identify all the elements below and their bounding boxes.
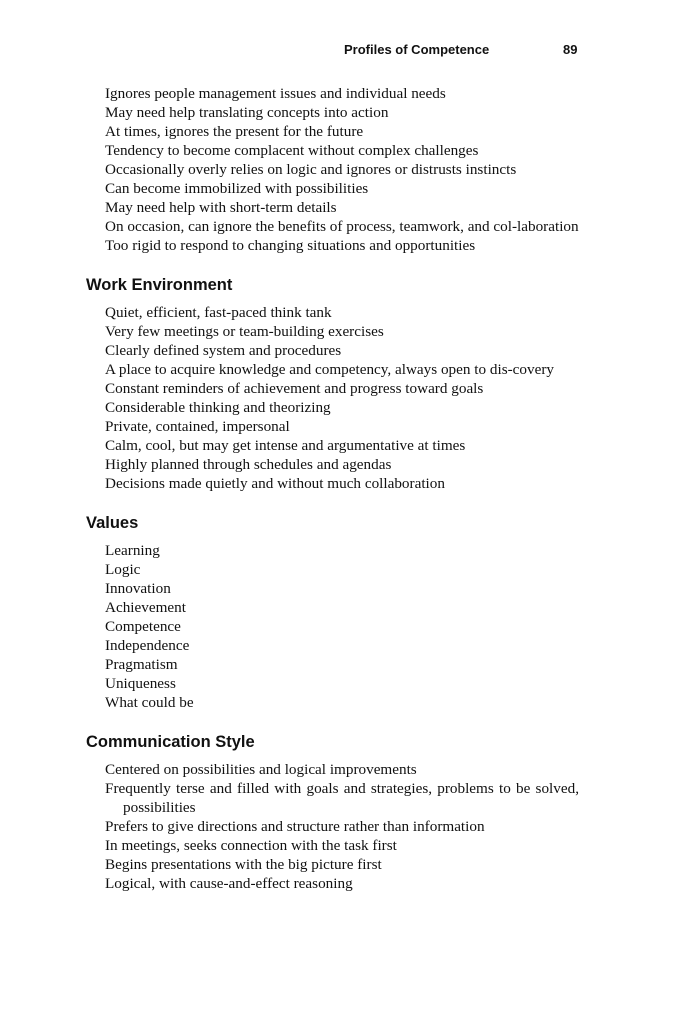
list-item: Very few meetings or team-building exercises (105, 323, 384, 340)
list-item: Prefers to give directions and structure rather than information (105, 818, 485, 835)
section-spacer (86, 493, 579, 512)
list-item: Pragmatism (105, 656, 178, 673)
list-item: Highly planned through schedules and agendas (105, 456, 392, 473)
list-item: Competence (105, 618, 181, 635)
communication-style-list (86, 760, 579, 893)
values-section (86, 512, 579, 712)
list-item: In meetings, seeks connection with the task first (105, 837, 397, 854)
work-environment-section (86, 274, 579, 493)
list-item: What could be (105, 694, 194, 711)
list-item: Centered on possibilities and logical improvements (105, 761, 417, 778)
values-list (86, 541, 579, 712)
list-item: Quiet, efficient, fast-paced think tank (105, 304, 332, 321)
list-item: Too rigid to respond to changing situations and opportunities (105, 237, 476, 254)
list-item: A place to acquire knowledge and competency, always open to dis-covery (105, 361, 554, 378)
work-environment-list (86, 303, 579, 493)
section-spacer (86, 712, 579, 731)
list-item: Independence (105, 637, 190, 654)
list-item: May need help translating concepts into action (105, 104, 389, 121)
section-heading-values: Values (86, 514, 139, 532)
list-item: Clearly defined system and procedures (105, 342, 342, 359)
page-content (86, 84, 579, 893)
list-item: Constant reminders of achievement and progress toward goals (105, 380, 484, 397)
list-item: Uniqueness (105, 675, 176, 692)
continued-list-section (86, 84, 579, 255)
list-item: May need help with short-term details (105, 199, 337, 216)
list-item: Can become immobilized with possibilities (105, 180, 369, 197)
list-item: Logical, with cause-and-effect reasoning (105, 875, 353, 892)
list-item: Frequently terse and filled with goals and strategies, problems to be solved, possibilities (105, 780, 579, 816)
list-item: Innovation (105, 580, 171, 597)
list-item: Tendency to become complacent without complex challenges (105, 142, 479, 159)
list-item: Logic (105, 561, 141, 578)
continued-list (86, 84, 579, 255)
section-heading-work-environment: Work Environment (86, 276, 233, 294)
list-item: Considerable thinking and theorizing (105, 399, 331, 416)
communication-style-section (86, 731, 579, 893)
list-item: At times, ignores the present for the future (105, 123, 364, 140)
list-item: Calm, cool, but may get intense and argumentative at times (105, 437, 466, 454)
list-item: Learning (105, 542, 160, 559)
list-item: Private, contained, impersonal (105, 418, 290, 435)
list-item: On occasion, can ignore the benefits of process, teamwork, and col-laboration (105, 218, 579, 235)
list-item: Ignores people management issues and individual needs (105, 85, 446, 102)
section-heading-communication-style: Communication Style (86, 733, 255, 751)
running-head-title: Profiles of Competence (344, 42, 490, 57)
list-item: Begins presentations with the big picture first (105, 856, 382, 873)
section-spacer (86, 255, 579, 274)
list-item: Decisions made quietly and without much collaboration (105, 475, 445, 492)
page-number: 89 (563, 42, 578, 57)
list-item: Achievement (105, 599, 186, 616)
list-item: Occasionally overly relies on logic and ignores or distrusts instincts (105, 161, 517, 178)
